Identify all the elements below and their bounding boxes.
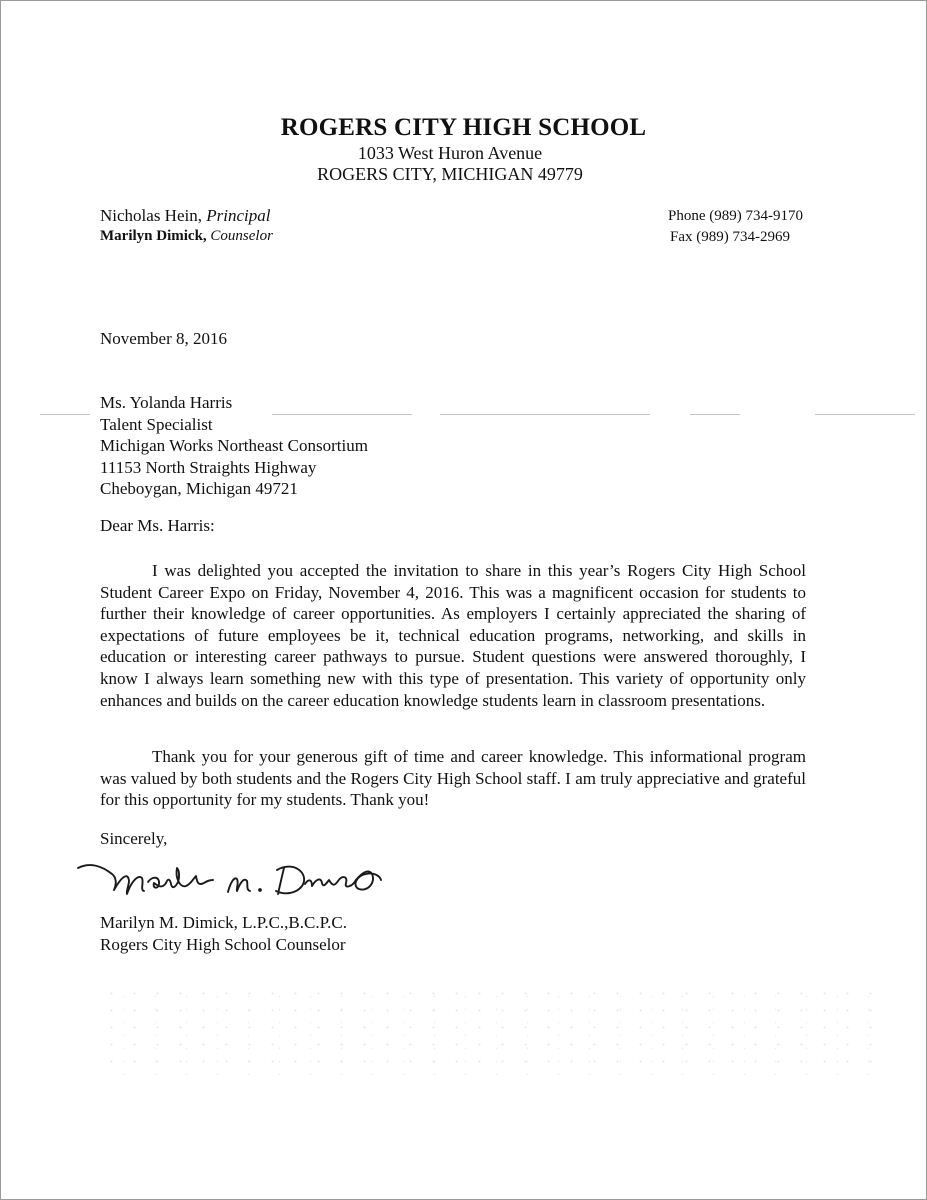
body-paragraph-2: Thank you for your generous gift of time and career knowledge. This informational program was valued by both students and the Rogers City High School staff. I am truly appreciative and grateful for this opportunity for my students. Thank you! (100, 747, 806, 810)
handwritten-signature (76, 850, 406, 910)
signature-alt-text: Marilyn M. Dimick (76, 850, 84, 851)
scan-artifact-line (690, 414, 740, 415)
phone-number: Phone (989) 734-9170 (668, 208, 803, 224)
scan-noise (100, 985, 880, 1075)
fax-number: Fax (989) 734-2969 (670, 229, 790, 245)
counselor-line (100, 228, 273, 245)
school-name: ROGERS CITY HIGH SCHOOL (280, 114, 647, 141)
scan-artifact-line (272, 414, 412, 415)
scan-artifact-line (440, 414, 650, 415)
principal-role: Principal (206, 206, 271, 225)
recipient-city: Cheboygan, Michigan 49721 (100, 479, 298, 498)
counselor-name: Marilyn Dimick, (100, 228, 207, 244)
scan-artifact-line (40, 414, 90, 415)
principal-line (100, 206, 270, 226)
address-line-1: 1033 West Huron Avenue (357, 143, 543, 163)
letter-date: November 8, 2016 (100, 329, 228, 348)
signer-title: Rogers City High School Counselor (100, 935, 346, 954)
recipient-name: Ms. Yolanda Harris (100, 393, 233, 412)
recipient-street: 11153 North Straights Highway (100, 457, 317, 477)
recipient-address-block (100, 392, 368, 500)
body-paragraph-1: I was delighted you accepted the invitation to share in this year’s Rogers City High School Student Career Expo on Friday, November 4, 2016. This was a magnificent occasion for students to further their knowledge of career opportunities. As employers I certainly appreciated the sharing of expectations of future employees be it, technical education programs, networking, and skills in education or interesting career pathways to pursue. Student questions were answered thoroughly, I know I always learn something new with this type of presentation. This variety of opportunity only enhances and builds on the career education knowledge students learn in classroom presentations. (100, 561, 806, 710)
recipient-title: Talent Specialist (100, 414, 213, 434)
salutation: Dear Ms. Harris: (100, 516, 215, 535)
scan-artifact-line (815, 414, 915, 415)
address-line-2: ROGERS CITY, MICHIGAN 49779 (317, 164, 583, 184)
closing: Sincerely, (100, 829, 168, 848)
principal-name: Nicholas Hein, (100, 206, 202, 225)
counselor-role: Counselor (210, 228, 273, 244)
recipient-organization: Michigan Works Northeast Consortium (100, 436, 368, 455)
signer-name: Marilyn M. Dimick, L.P.C.,B.C.P.C. (100, 913, 348, 932)
